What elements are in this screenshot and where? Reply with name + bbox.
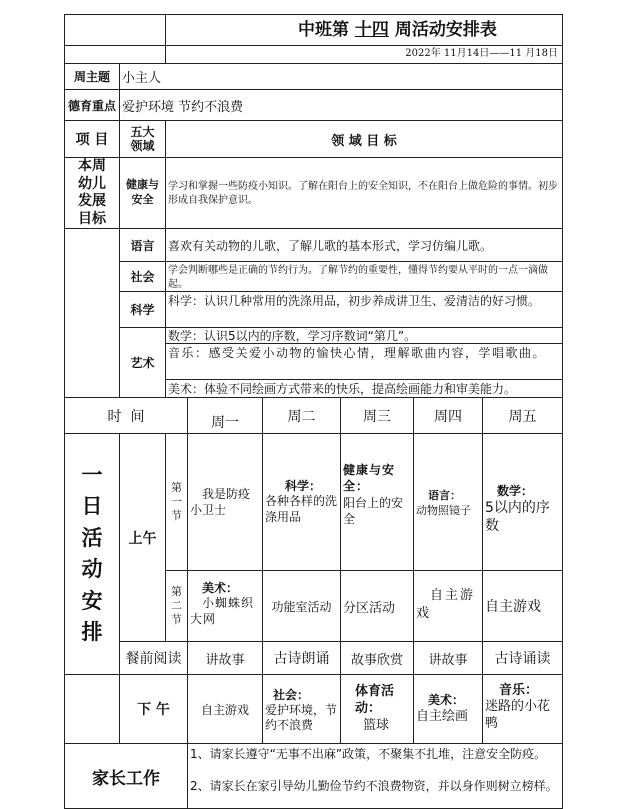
session1-fri: [482, 433, 563, 571]
blank-cell: [64, 45, 166, 64]
column-header-five-areas: 五大领域: [119, 120, 166, 158]
goal-language: 喜欢有关动物的儿歌，了解儿歌的基本形式，学习仿编儿歌。: [165, 228, 563, 262]
goal-science: [165, 291, 563, 328]
blank-corner-cell: [64, 14, 166, 46]
reading-mon: 讲故事: [187, 641, 263, 675]
goal-music: [165, 343, 563, 380]
area-health: 健康与安全: [119, 157, 166, 229]
weekly-goals-filler: [64, 228, 120, 398]
column-header-goals: 领 域 目 标: [165, 120, 563, 158]
session1-fri-text: 5以内的序数: [485, 500, 550, 535]
moral-label: 德育重点: [64, 89, 120, 121]
reading-thu: 讲故事: [413, 641, 483, 675]
session1-wed-subject: 健康与安全：: [343, 463, 396, 493]
afternoon-fri-text: 迷路的小花鸭: [485, 699, 551, 731]
page-title: [298, 20, 497, 41]
session1-tue-text: 各种各样的洗涤用品: [265, 494, 338, 524]
date-cell: [165, 45, 563, 64]
goal-social-text: 学会判断哪些是正确的节约行为。了解节约的重要性，懂得节约要从平时的一点一滴做起。: [168, 265, 548, 290]
parents-item-2: 2、请家长在家引导幼儿勤俭节约不浪费物资，并以身作则树立榜样。: [190, 779, 558, 793]
goal-health-text: 学习和掌握一些防疫小知识。了解在阳台上的安全知识，不在阳台上做危险的事情。初步形成自我保护意识。: [168, 181, 558, 206]
theme-label: 周主题: [64, 63, 120, 90]
date-range: 2022年 11月14日——11 月18日: [405, 48, 558, 59]
afternoon-tue-subject: 社会：: [273, 688, 310, 702]
afternoon-mon: 自主游戏: [187, 674, 263, 744]
week-number: 十四: [354, 20, 389, 40]
title-prefix: 中班第: [298, 20, 349, 40]
reading-label: 餐前阅读: [119, 641, 188, 675]
session2-mon: [187, 570, 263, 642]
afternoon-tue-text: 爱护环境，节约不浪费: [265, 703, 338, 732]
afternoon-label: 下 午: [119, 674, 188, 744]
session1-label: 第一节: [165, 433, 188, 571]
goal-social: [165, 261, 563, 292]
session1-fri-subject: 数学：: [497, 484, 534, 498]
afternoon-left-blank: [64, 674, 120, 744]
session1-thu-text: 动物照镜子: [416, 504, 471, 517]
weekly-goals-row-label: 本周幼儿发展目标: [64, 157, 120, 229]
title-cell: [165, 14, 563, 46]
afternoon-wed-text: 篮球: [363, 718, 390, 733]
goal-art: 美术：体验不同绘画方式带来的快乐，提高绘画能力和审美能力。: [165, 379, 563, 398]
session2-thu: [413, 570, 483, 642]
afternoon-tue: [262, 674, 341, 744]
theme-value: 小主人: [119, 63, 563, 90]
time-header: 时 间: [64, 397, 188, 434]
afternoon-wed-subject: 体育活动：: [355, 684, 395, 716]
goal-health: [165, 157, 563, 229]
session1-tue: [262, 433, 341, 571]
title-suffix: 周活动安排表: [394, 20, 497, 40]
session1-thu-subject: 语言：: [428, 489, 461, 502]
session1-mon: [187, 433, 263, 571]
session2-wed: 分区活动: [340, 570, 414, 642]
column-header-item: 项 目: [64, 120, 120, 158]
morning-label: 上午: [119, 433, 166, 642]
session2-thu-text: 自主游戏: [416, 588, 476, 622]
afternoon-fri: [482, 674, 563, 744]
area-arts: 艺术: [119, 327, 166, 398]
goal-math: 数学：认识5以内的序数，学习序数词“第几”。: [165, 327, 563, 344]
area-social: 社会: [119, 261, 166, 292]
day-header-wed: 周三: [340, 397, 414, 434]
afternoon-thu: [413, 674, 483, 744]
session1-thu: [413, 433, 483, 571]
afternoon-wed: [340, 674, 414, 744]
session2-tue: 功能室活动: [262, 570, 341, 642]
reading-wed: 故事欣赏: [340, 641, 414, 675]
session1-wed: [340, 433, 414, 571]
day-header-thu: 周四: [413, 397, 483, 434]
reading-fri: 古诗诵读: [482, 641, 563, 675]
daily-activity-label: 一日活动安排: [64, 433, 120, 675]
afternoon-thu-subject: 美术：: [428, 693, 465, 707]
afternoon-fri-subject: 音乐：: [499, 683, 539, 698]
parents-content: [187, 743, 563, 809]
moral-value: 爱护环境 节约不浪费: [119, 89, 563, 121]
parents-item-1: 1、请家长遵守“无事不出麻”政策，不聚集不扎堆，注意安全防疫。: [190, 747, 547, 761]
session1-wed-text: 阳台上的安全: [343, 496, 404, 526]
afternoon-thu-text: 自主绘画: [416, 709, 469, 724]
session2-label: 第二节: [165, 570, 188, 642]
session2-mon-subject: 美术：: [202, 581, 239, 595]
reading-tue: 古诗朗诵: [262, 641, 341, 675]
day-header-fri: 周五: [482, 397, 563, 434]
area-language: 语言: [119, 228, 166, 262]
goal-music-text: 音乐：感受关爱小动物的愉快心情，理解歌曲内容，学唱歌曲。: [168, 346, 547, 360]
session1-mon-text: 我是防疫小卫士: [190, 487, 251, 518]
session2-fri: 自主游戏: [482, 570, 563, 642]
goal-science-text: 科学：认识几种常用的洗涤用品，初步养成讲卫生、爱清洁的好习惯。: [168, 294, 541, 308]
area-science: 科学: [119, 291, 166, 328]
session2-mon-text: 小蜘蛛织大网: [190, 596, 255, 626]
day-header-tue: 周二: [262, 397, 341, 434]
session1-tue-subject: 科学：: [285, 479, 322, 493]
parents-label: 家长工作: [64, 743, 188, 809]
day-header-mon: 周一: [187, 397, 263, 434]
